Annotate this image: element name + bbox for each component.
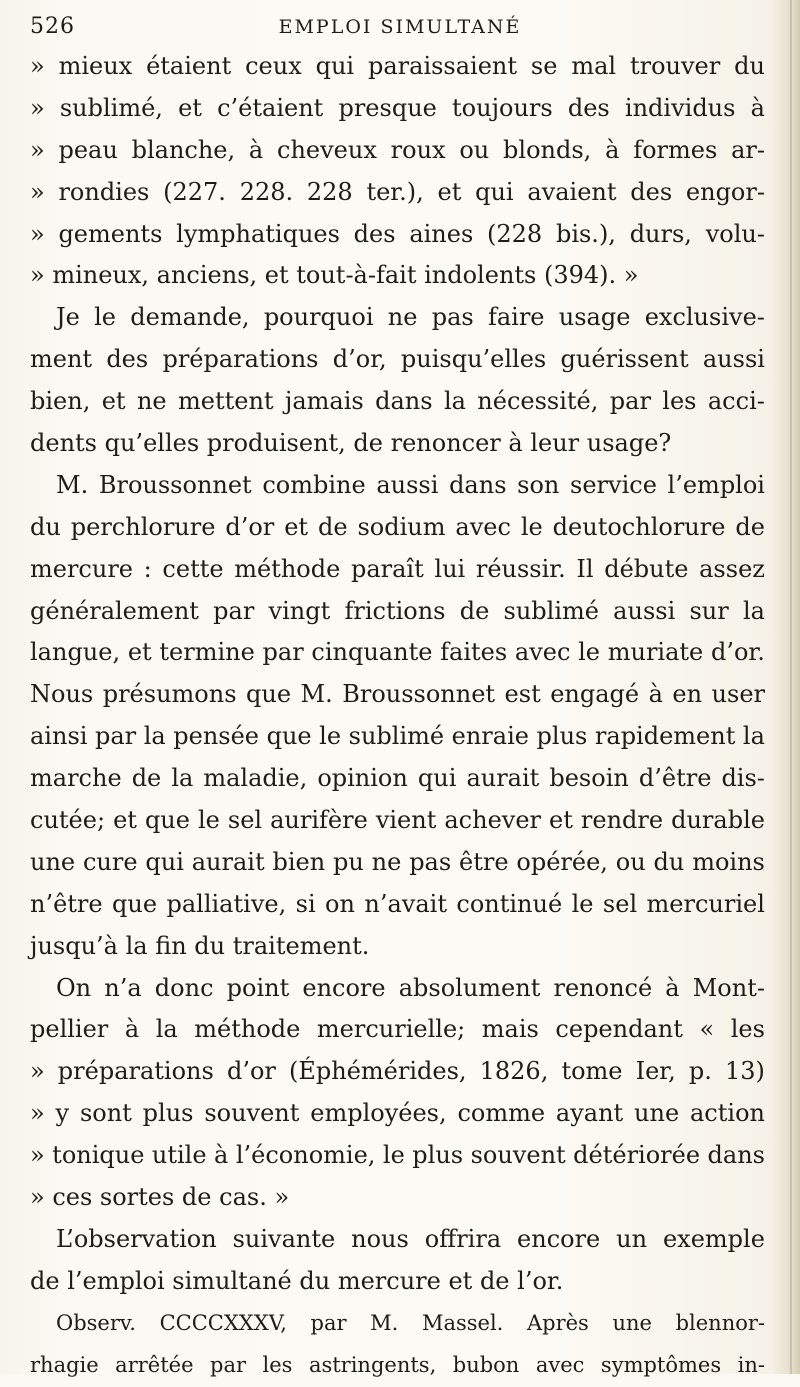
text-line: » rondies (227. 228. 228 ter.), et qui avaient des engor- xyxy=(30,177,765,206)
text-line: pellier à la méthode mercurielle; mais cependant « les xyxy=(30,1015,765,1044)
text-line: une cure qui aurait bien pu ne pas être opérée, ou du moins xyxy=(30,847,765,876)
page-number: 526 xyxy=(30,14,75,39)
text-line: » gements lymphatiques des aines (228 bis.), durs, volu- xyxy=(30,219,765,248)
text-line: Nous présumons que M. Broussonnet est engagé à en user xyxy=(30,680,765,709)
text-line: » y sont plus souvent employées, comme ayant une action xyxy=(30,1099,765,1128)
text-line: » mieux étaient ceux qui paraissaient se mal trouver du xyxy=(30,52,765,80)
text-line: rhagie arrêtée par les astringents, bubon avec symptômes in- xyxy=(30,1352,765,1377)
text-line: M. Broussonnet combine aussi dans son service l’emploi xyxy=(56,470,765,499)
text-line: bien, et ne mettent jamais dans la nécessité, par les acci- xyxy=(30,387,765,416)
text-line: Je le demande, pourquoi ne pas faire usage exclusive- xyxy=(56,303,765,332)
text-line: » préparations d’or (Éphémérides, 1826, tome Ier, p. 13) xyxy=(30,1057,765,1086)
body-text xyxy=(30,46,765,1387)
text-line: du perchlorure d’or et de sodium avec le deutochlorure de xyxy=(30,512,765,541)
text-line: Observ. CCCCXXXV, par M. Massel. Après une blennor- xyxy=(56,1310,765,1335)
text-line: n’être que palliative, si on n’avait continué le sel mercuriel xyxy=(30,889,765,918)
text-line: langue, et termine par cinquante faites avec le muriate d’or. xyxy=(30,638,765,667)
text-line: dents qu’elles produisent, de renoncer à leur usage? xyxy=(30,429,672,458)
text-line: ment des préparations d’or, puisqu’elles guérissent aussi xyxy=(30,345,765,374)
running-title: EMPLOI SIMULTANÉ xyxy=(278,16,522,38)
text-line: » sublimé, et c’étaient presque toujours des individus à xyxy=(30,93,765,122)
text-line: » mineux, anciens, et tout-à-fait indolents (394). » xyxy=(30,261,639,290)
page-header xyxy=(30,14,770,48)
page-edge-shadow xyxy=(772,0,800,1374)
text-line: » peau blanche, à cheveux roux ou blonds, à formes ar- xyxy=(30,135,765,164)
text-line: On n’a donc point encore absolument renoncé à Mont- xyxy=(56,973,765,1002)
text-line: mercure : cette méthode paraît lui réussir. Il débute assez xyxy=(30,554,765,583)
text-line: » ces sortes de cas. » xyxy=(30,1183,290,1212)
text-line: » tonique utile à l’économie, le plus souvent détériorée dans xyxy=(30,1141,765,1170)
page-edge-line xyxy=(790,0,792,1374)
text-line: généralement par vingt frictions de sublimé aussi sur la xyxy=(30,596,765,625)
text-line: de l’emploi simultané du mercure et de l’or. xyxy=(30,1266,564,1295)
text-line: jusqu’à la fin du traitement. xyxy=(30,931,370,960)
text-line: ainsi par la pensée que le sublimé enraie plus rapidement la xyxy=(30,722,765,751)
text-line: L’observation suivante nous offrira encore un exemple xyxy=(56,1224,765,1253)
text-line: cutée; et que le sel aurifère vient achever et rendre durable xyxy=(30,806,765,835)
text-line: marche de la maladie, opinion qui aurait besoin d’être dis- xyxy=(30,764,765,793)
